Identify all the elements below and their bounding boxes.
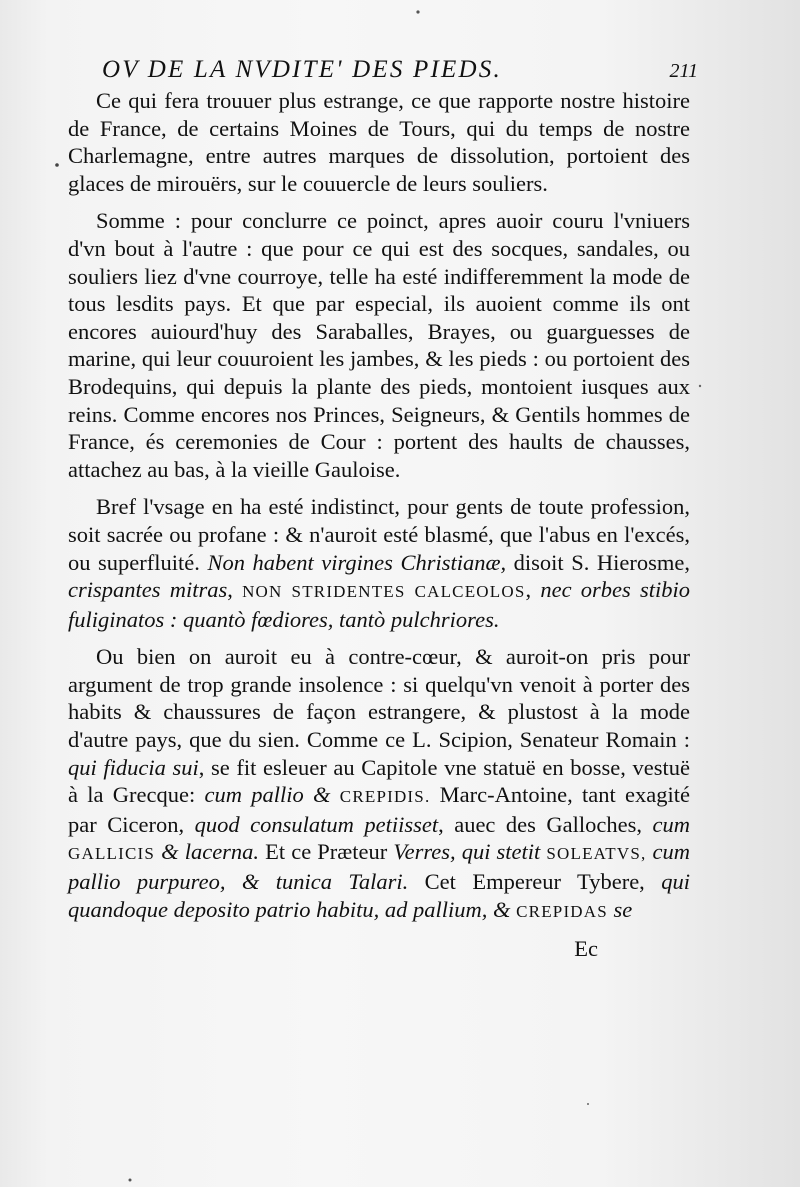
text-segment: cum pallio &: [204, 782, 340, 808]
text-segment: cum: [652, 811, 690, 837]
page-number: 211: [669, 60, 698, 82]
text-segment: CREPIDIS.: [339, 787, 431, 807]
running-head: [102, 56, 698, 87]
paragraph: [68, 87, 690, 197]
text-segment: qui quandoque deposito patrio habitu, ad pallium, &: [68, 869, 690, 922]
text-segment: Somme : pour conclurre ce poinct, apres auoir couru l'vniuers d'vn bout à l'autre : que pour ce qui est des socques, sandales, ou souliers liez d'vne courroye, telle ha esté indifferemment la mode de tous lesdits pays. Et que par especial, ils auoient comme ils ont encores auiourd'huy des Saraballes, Brayes, ou guarguesses de marine, qui leur couuroient les jambes, & les pieds : ou portoient des Brodequins, qui depuis la plante des pieds, montoient iusques aux reins. Comme encores nos Princes, Seigneurs, & Gentils hommes de France, és ceremonies de Cour : portent des haults de chausses, attachez au bas, à la vieille Gauloise.: [68, 208, 690, 482]
text-segment: crispantes mitras: [68, 577, 228, 603]
text-segment: Et ce Præteur: [259, 839, 394, 865]
text-segment: qui fiducia sui: [68, 754, 199, 780]
text-segment: Ce qui fera trouuer plus estrange, ce que rapporte nostre histoire de France, de certains Moines de Tours, qui du temps de nostre Charlemagne, entre autres marques de dissolution, portoient des glaces de mirouërs, sur le couuercle de leurs souliers.: [68, 88, 690, 196]
text-segment: Cet Empereur Tybere,: [408, 869, 662, 895]
text-segment: , auec des Galloches,: [438, 811, 653, 837]
paragraph: [68, 207, 690, 483]
text-segment: SOLEATVS,: [546, 844, 647, 864]
text-segment: ,: [525, 577, 541, 603]
text-segment: CREPIDAS: [516, 901, 608, 921]
text-segment: disoit S. Hierosme,: [506, 549, 691, 575]
paragraph: [68, 493, 690, 633]
catchword: Ec: [574, 936, 598, 962]
text-segment: Verres, qui stetit: [393, 839, 547, 865]
text-segment: Ou bien on auroit eu à contre-cœur, & auroit-on pris pour argument de trop grande insolence : si quelqu'vn venoit à porter des habits & chaussures de façon estrangere, & plustost à la mode d'autre pays, que du sien. Comme ce L. Scipion, Senateur Romain :: [68, 644, 690, 753]
text-segment: Non habent virgines Christianæ,: [207, 549, 507, 575]
text-segment: se: [607, 896, 633, 922]
text-segment: , se fit esleuer au Capitole vne statuë en bosse, vestuë à la Grecque:: [68, 754, 691, 808]
text-segment: Bref l'vsage en ha esté indistinct, pour gents de toute profession, soit sacrée ou profane : & n'auroit esté blasmé, que l'abus en l'excés, ou superfluité.: [68, 494, 690, 575]
running-head-title: OV DE LA NVDITE' DES PIEDS.: [102, 56, 502, 83]
text-block: [68, 56, 698, 963]
text-segment: Marc-Antoine, tant exagité par Ciceron,: [68, 782, 690, 837]
text-segment: quod consulatum petiisset: [194, 811, 439, 837]
paragraph: [68, 643, 690, 925]
text-segment: NON STRIDENTES CALCEOLOS: [242, 582, 526, 602]
text-segment: ,: [227, 577, 243, 603]
text-segment: cum pallio purpureo, & tunica Talari.: [68, 839, 690, 895]
text-segment: nec orbes stibio fuliginatos : quantò fœdiores, tantò pulchriores.: [68, 577, 691, 632]
text-segment: GALLICIS: [68, 844, 156, 864]
body-text: [68, 87, 690, 925]
text-segment: & lacerna.: [155, 839, 260, 865]
